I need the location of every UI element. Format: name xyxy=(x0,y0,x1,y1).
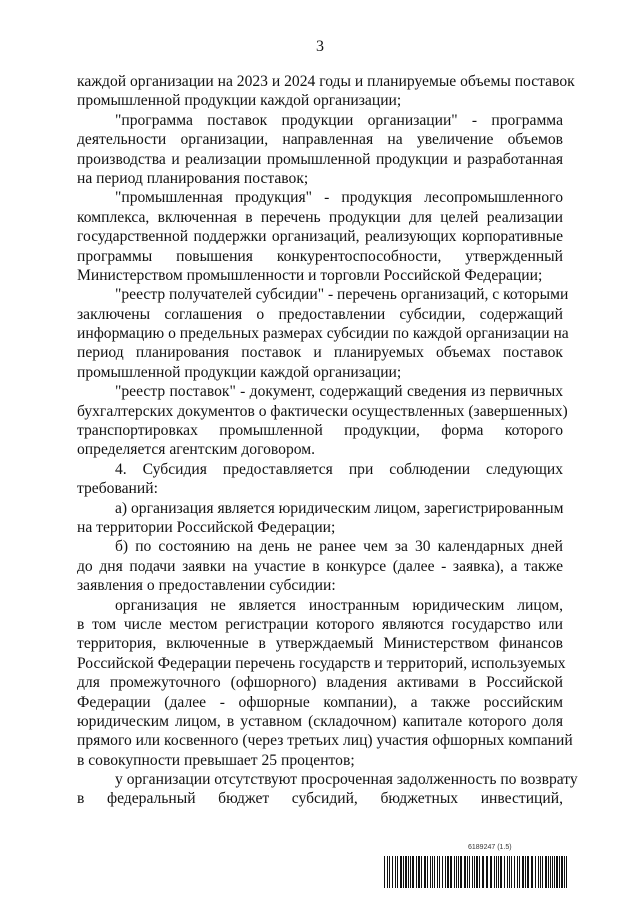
barcode-bar xyxy=(392,856,393,888)
barcode-caption: 6189247 (1.5) xyxy=(468,844,512,851)
barcode-bar xyxy=(424,856,426,888)
barcode-bar xyxy=(434,856,435,888)
barcode-bar xyxy=(439,856,440,888)
text-line: а) организация является юридическим лицом, зарегистрированным xyxy=(115,499,564,517)
barcode-bar xyxy=(486,856,488,888)
text-line: на территории Российской Федерации; xyxy=(77,518,336,536)
barcode-bar xyxy=(412,856,414,888)
barcode-bar xyxy=(456,856,457,888)
barcode-bar xyxy=(566,856,567,888)
barcode-bar xyxy=(548,856,549,888)
text-line: комплекса, включенная в перечень продукции для целей реализации xyxy=(77,208,563,226)
text-line: юридическим лицом, в уставном (складочном) капитале которого доля xyxy=(77,712,563,730)
barcode-bar xyxy=(467,856,468,888)
barcode-bar xyxy=(421,856,422,888)
barcode-bar xyxy=(514,856,515,888)
barcode-bar xyxy=(460,856,462,888)
barcode-bar xyxy=(496,856,497,888)
text-line: для промежуточного (офшорного) владения активами в Российской xyxy=(77,674,563,692)
barcode-bar xyxy=(387,856,388,888)
text-line: определяется агентским договором. xyxy=(77,441,316,459)
text-line: каждой организации на 2023 и 2024 годы и планируемые объемы поставок xyxy=(77,73,575,90)
barcode-bar xyxy=(509,856,510,888)
barcode-bar xyxy=(476,856,478,888)
barcode-bar xyxy=(538,856,539,888)
barcode-bar xyxy=(418,856,420,888)
barcode-bar xyxy=(504,856,505,888)
barcode-bar xyxy=(408,856,409,888)
text-line: заключены соглашения о предоставлении субсидии, содержащий xyxy=(77,305,563,323)
text-line: в федеральный бюджет субсидий, бюджетных инвестиций, xyxy=(77,790,563,808)
barcode-bar xyxy=(540,856,541,888)
barcode-bar xyxy=(395,856,396,888)
text-line: Российской Федерации перечень государств и территорий, используемых xyxy=(77,654,566,672)
text-line: территория, включенные в утверждаемый Министерством финансов xyxy=(77,635,563,653)
text-line: промышленной продукции каждой организации; xyxy=(77,92,402,110)
barcode-bar xyxy=(430,856,431,888)
text-line: заявления о предоставлении субсидии: xyxy=(77,577,336,595)
text-line: производства и реализации промышленной продукции и разработанная xyxy=(77,150,563,168)
text-line: требований: xyxy=(77,480,158,498)
text-line: период планирования поставок и планируемых объемах поставок xyxy=(77,344,563,362)
barcode-bar xyxy=(554,856,555,888)
barcode-bar xyxy=(464,856,466,888)
barcode-bar xyxy=(542,856,543,888)
text-line: транспортировках промышленной продукции, форма которого xyxy=(77,422,563,440)
barcode-bar xyxy=(559,856,560,888)
barcode-bar xyxy=(450,856,452,888)
barcode-bar xyxy=(474,856,475,888)
barcode-bar xyxy=(498,856,499,888)
barcode-bar xyxy=(535,856,536,888)
text-line: в том числе местом регистрации которого являются государство или xyxy=(77,615,563,633)
barcode-bar xyxy=(389,856,390,888)
barcode-bar xyxy=(561,856,563,888)
barcode-bar xyxy=(550,856,551,888)
text-line: Федерации (далее - офшорные компании), а также российским xyxy=(77,693,563,711)
barcode-bar xyxy=(397,856,398,888)
barcode-bar xyxy=(479,856,480,888)
barcode-bar xyxy=(517,856,518,888)
text-line: программы повышения конкурентоспособности, утвержденный xyxy=(77,247,563,265)
text-line: "реестр получателей субсидии" - перечень организаций, с которыми xyxy=(115,286,569,304)
barcode-bar xyxy=(507,856,508,888)
barcode-bar xyxy=(531,856,533,888)
text-line: бухгалтерских документов о фактически осуществленных (завершенных) xyxy=(77,402,568,420)
barcode-bar xyxy=(445,856,446,888)
barcode-bar xyxy=(432,856,433,888)
text-line: у организации отсутствуют просроченная задолженность по возврату xyxy=(115,771,578,789)
barcode-bar xyxy=(490,856,492,888)
text-line: до дня подачи заявки на участие в конкурсе (далее - заявка), а также xyxy=(77,557,563,575)
text-line: "промышленная продукция" - продукция лесопромышленного xyxy=(115,189,563,207)
barcode-bar xyxy=(522,856,524,888)
text-line: прямого или косвенного (через третьих лиц) участия офшорных компаний xyxy=(77,732,573,750)
text-line: "программа поставок продукции организации" - программа xyxy=(115,111,563,129)
text-line: Министерством промышленности и торговли Российской Федерации; xyxy=(77,266,543,284)
barcode-bar xyxy=(427,856,428,888)
document-body xyxy=(77,72,578,809)
text-line: 4. Субсидия предоставляется при соблюдении следующих xyxy=(115,460,563,478)
text-line: организация не является иностранным юридическим лицом, xyxy=(115,596,563,614)
text-line: б) по состоянию на день не ранее чем за 30 календарных дней xyxy=(115,538,563,556)
barcode-bar xyxy=(511,856,512,888)
barcode-bar xyxy=(442,856,443,888)
text-line: "реестр поставок" - документ, содержащий сведения из первичных xyxy=(115,383,563,401)
barcode-bar xyxy=(400,856,402,888)
barcode-bar xyxy=(410,856,411,888)
barcode-bar xyxy=(525,856,526,888)
text-line: государственной поддержки организаций, реализующих корпоративные xyxy=(77,228,563,246)
barcode-bar xyxy=(454,856,455,888)
text-line: на период планирования поставок; xyxy=(77,169,309,187)
barcode-bar xyxy=(469,856,470,888)
barcode-bar xyxy=(556,856,558,888)
barcode-bar xyxy=(564,856,565,888)
barcode-bar xyxy=(437,856,438,888)
barcode-bar xyxy=(447,856,449,888)
barcode-bar xyxy=(527,856,529,888)
barcode-bar xyxy=(500,856,502,888)
text-line: деятельности организации, направленная на увеличение объемов xyxy=(77,131,563,149)
barcode-bar xyxy=(384,856,385,888)
barcode-bar xyxy=(552,856,553,888)
page-number: 3 xyxy=(316,38,324,55)
barcode-bar xyxy=(494,856,495,888)
barcode-bar xyxy=(472,856,473,888)
barcode-bar xyxy=(458,856,459,888)
barcode-bar xyxy=(405,856,407,888)
barcode-bar xyxy=(519,856,520,888)
barcode-bar xyxy=(545,856,547,888)
barcode-bar xyxy=(482,856,484,888)
text-line: информацию о предельных размерах субсидии по каждой организации на xyxy=(77,325,569,343)
barcode-bar xyxy=(403,856,404,888)
text-line: в совокупности превышает 25 процентов; xyxy=(77,751,355,769)
barcode-image xyxy=(384,856,568,888)
text-line: промышленной продукции каждой организации; xyxy=(77,363,402,381)
barcode-bar xyxy=(416,856,417,888)
